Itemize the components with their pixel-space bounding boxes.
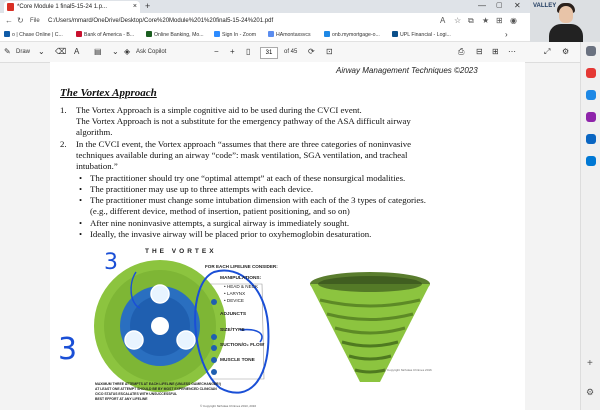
pdf-toolbar	[0, 42, 580, 63]
page-layout-icon[interactable]: ▯	[246, 47, 251, 56]
section-title: The Vortex Approach	[60, 87, 157, 99]
collections-icon[interactable]: ⊞	[496, 16, 503, 25]
add-sidebar-app-icon[interactable]: +	[587, 358, 593, 369]
adjuncts-icon	[211, 334, 217, 340]
search-icon[interactable]	[586, 46, 596, 56]
item-line: The Vortex Approach is not a substitute for the emergency pathway of the ASA difficult airway	[76, 116, 411, 127]
highlight-dropdown-icon[interactable]: ⌄	[112, 47, 119, 56]
new-tab-button[interactable]: +	[145, 1, 151, 11]
muscle-tone-label: MUSCLE TONE	[220, 358, 255, 363]
sidebar-settings-icon[interactable]: ⚙	[586, 387, 595, 397]
favorite-hamontax[interactable]: HAmontaxsvcs	[268, 29, 311, 41]
zoom-favicon-icon	[214, 31, 220, 37]
cone-copyright: © Copyright Nicholas Chrimes 2016	[384, 368, 432, 372]
bullet-marker: •	[79, 229, 83, 239]
tab-close-icon[interactable]: ×	[132, 3, 137, 10]
vortex-footer-line: BEST EFFORT AT ANY LIFELINE	[95, 397, 148, 401]
manipulations-icon	[211, 299, 217, 305]
size-type-icon	[211, 345, 217, 351]
upl-favicon-icon	[392, 31, 398, 37]
shopping-icon[interactable]	[586, 68, 596, 78]
vortex-cone-graphic	[305, 270, 435, 390]
mortgage-favicon-icon	[324, 31, 330, 37]
running-header: Airway Management Techniques ©2023	[336, 66, 478, 75]
webcam-person-body	[549, 24, 583, 44]
settings-icon[interactable]: ⚙	[562, 47, 570, 56]
profile-icon[interactable]: ◉	[510, 16, 517, 25]
edge-sidebar	[580, 42, 600, 410]
vortex-diagram	[90, 244, 330, 410]
item-line: The Vortex Approach is a simple cognitive aid to be used during the CVCI event.	[76, 105, 362, 115]
favorites-icon[interactable]: ★	[482, 16, 490, 25]
favorite-chase[interactable]: o | Chase Online | C...	[4, 29, 63, 41]
erase-icon[interactable]: ⌫	[55, 47, 67, 56]
muscle-tone-icon	[211, 369, 217, 375]
save-as-icon[interactable]: ⊞	[492, 47, 499, 56]
item-line: intubation.”	[76, 161, 118, 172]
chase-favicon-icon	[4, 31, 10, 37]
bullet-marker: •	[79, 195, 83, 205]
vortex-sga-icon	[125, 331, 143, 349]
cone-opening	[318, 276, 422, 292]
browser-tab-pdf[interactable]	[4, 1, 140, 13]
vortex-footer-line: MAXIMUM THREE ATTEMPTS AT EACH LIFELINE (UNLESS GAMECHANGER!)	[95, 382, 221, 386]
draw-button[interactable]: Draw	[16, 49, 31, 55]
webcam-overlay	[530, 0, 600, 44]
page-count-label: of 45	[284, 49, 298, 55]
pdf-file-icon	[7, 3, 14, 11]
item-line: In the CVCI event, the Vortex approach “assumes that there are three categories of noninvasive	[76, 139, 412, 149]
handwritten-three-left: 3	[58, 332, 78, 367]
vortex-title: THE VORTEX	[145, 248, 217, 255]
suction-icon	[211, 357, 217, 363]
manip-device: • DEVICE	[224, 298, 244, 303]
favorite-mymortgage[interactable]: onb.mymortgage-o...	[324, 29, 380, 41]
bullet-line: Ideally, the invasive airway will be placed prior to oxyhemoglobin desaturation.	[90, 229, 372, 239]
suction-label: SUCTION/O₂ FLOW	[220, 343, 265, 348]
vortex-consider-label: FOR EACH LIFELINE CONSIDER:	[205, 264, 278, 269]
favorites-overflow-icon[interactable]: ›	[505, 30, 508, 39]
fullscreen-icon[interactable]: ⤢	[544, 47, 551, 56]
size-type-label: SIZE/TYPE	[220, 328, 245, 333]
bank-favicon-icon	[146, 31, 152, 37]
draw-icon[interactable]: ✎	[4, 47, 11, 56]
office-icon[interactable]	[586, 134, 596, 144]
favorite-online-banking[interactable]: Online Banking, Mo...	[146, 29, 204, 41]
webcam-person-face	[559, 6, 573, 23]
bullet-line: After nine noninvasive attempts, a surgical airway is immediately sought.	[90, 218, 350, 228]
favorites-bar	[0, 29, 530, 42]
back-icon[interactable]: ←	[5, 16, 13, 25]
rotate-icon[interactable]: ⟳	[308, 47, 315, 56]
refresh-icon[interactable]: ↻	[17, 16, 24, 25]
save-icon[interactable]: ⊟	[476, 47, 483, 56]
vortex-copyright: © Copyright Nicholas Chrimes 2013, 2016	[200, 404, 257, 408]
page-number-input[interactable]: 31	[260, 47, 278, 59]
address-bar	[0, 13, 530, 29]
favorite-star-icon[interactable]: ☆	[454, 16, 462, 25]
vortex-ett-icon	[177, 331, 195, 349]
item-line: algorithm.	[76, 127, 113, 138]
manip-larynx: • LARYNX	[224, 291, 246, 296]
url-input[interactable]: C:/Users/mmard/OneDrive/Desktop/Core%20Module%201%20final5-15-24%201.pdf	[48, 18, 274, 24]
vortex-center	[151, 317, 169, 335]
webcam-logo: VALLEY	[533, 3, 557, 9]
bullet-marker: •	[79, 184, 83, 194]
draw-dropdown-icon[interactable]: ⌄	[38, 47, 45, 56]
tools-icon[interactable]	[586, 90, 596, 100]
manip-head-neck: • HEAD & NECK	[224, 284, 259, 289]
vortex-footer-line: AT LEAST ONE ATTEMPT SHOULD BE BY MOST EXPERIENCED CLINICIAN	[95, 387, 217, 391]
text-icon[interactable]: A	[74, 47, 80, 56]
browser-tab-bar	[0, 0, 600, 13]
ask-copilot-button[interactable]: Ask Copilot	[136, 49, 167, 55]
bullet-line: The practitioner should try one “optimal attempt” at each of these nonsurgical modalities.	[90, 173, 406, 183]
pdf-page	[50, 62, 525, 410]
favorite-upl-financial[interactable]: UPL Financial - Logi...	[392, 29, 451, 41]
tab-title: *Core Module 1 final5-15-24 1.p...	[17, 4, 108, 10]
adjuncts-label: ADJUNCTS	[220, 312, 247, 317]
minimize-window-icon[interactable]: —	[478, 1, 486, 10]
file-scheme-label: File	[30, 18, 40, 24]
handwritten-three-top: 3	[104, 250, 118, 275]
item-number: 1.	[60, 105, 67, 115]
hamontax-favicon-icon	[268, 31, 274, 37]
manipulations-label: MANIPULATIONS:	[220, 276, 262, 281]
vortex-footer-line: CICO STATUS ESCALATES WITH UNSUCCESSFUL	[95, 392, 178, 396]
vortex-facemask-icon	[151, 285, 169, 303]
maximize-window-icon[interactable]: ▢	[496, 2, 503, 9]
bullet-line: (e.g., different device, method of insertion, patient positioning, and so on)	[90, 206, 350, 217]
split-screen-icon[interactable]: ⧉	[468, 16, 474, 25]
close-window-icon[interactable]: ✕	[514, 1, 521, 10]
bullet-line: The practitioner must change some intubation dimension with each of the 3 types of categories.	[90, 195, 426, 205]
games-icon[interactable]	[586, 112, 596, 122]
boa-favicon-icon	[76, 31, 82, 37]
zoom-out-button[interactable]: −	[214, 47, 219, 56]
bullet-line: The practitioner may use up to three attempts with each device.	[90, 184, 314, 194]
outlook-icon[interactable]	[586, 156, 596, 166]
more-options-icon[interactable]: ⋯	[508, 47, 516, 56]
bullet-marker: •	[79, 218, 83, 228]
favorite-bank-of-america[interactable]: Bank of America - B...	[76, 29, 134, 41]
print-icon[interactable]: ⎙	[458, 47, 465, 56]
page-view-icon[interactable]: ⊡	[326, 47, 333, 56]
favorite-zoom[interactable]: Sign In - Zoom	[214, 29, 256, 41]
copilot-icon[interactable]: ◈	[124, 47, 131, 56]
highlight-icon[interactable]: ▤	[94, 47, 102, 56]
item-number: 2.	[60, 139, 67, 149]
item-line: techniques available during an airway “code”: mask ventilation, SGA ventilation, and tracheal	[76, 150, 408, 161]
zoom-in-button[interactable]: +	[230, 47, 235, 56]
read-aloud-icon[interactable]: A	[440, 16, 446, 25]
bullet-marker: •	[79, 173, 83, 183]
